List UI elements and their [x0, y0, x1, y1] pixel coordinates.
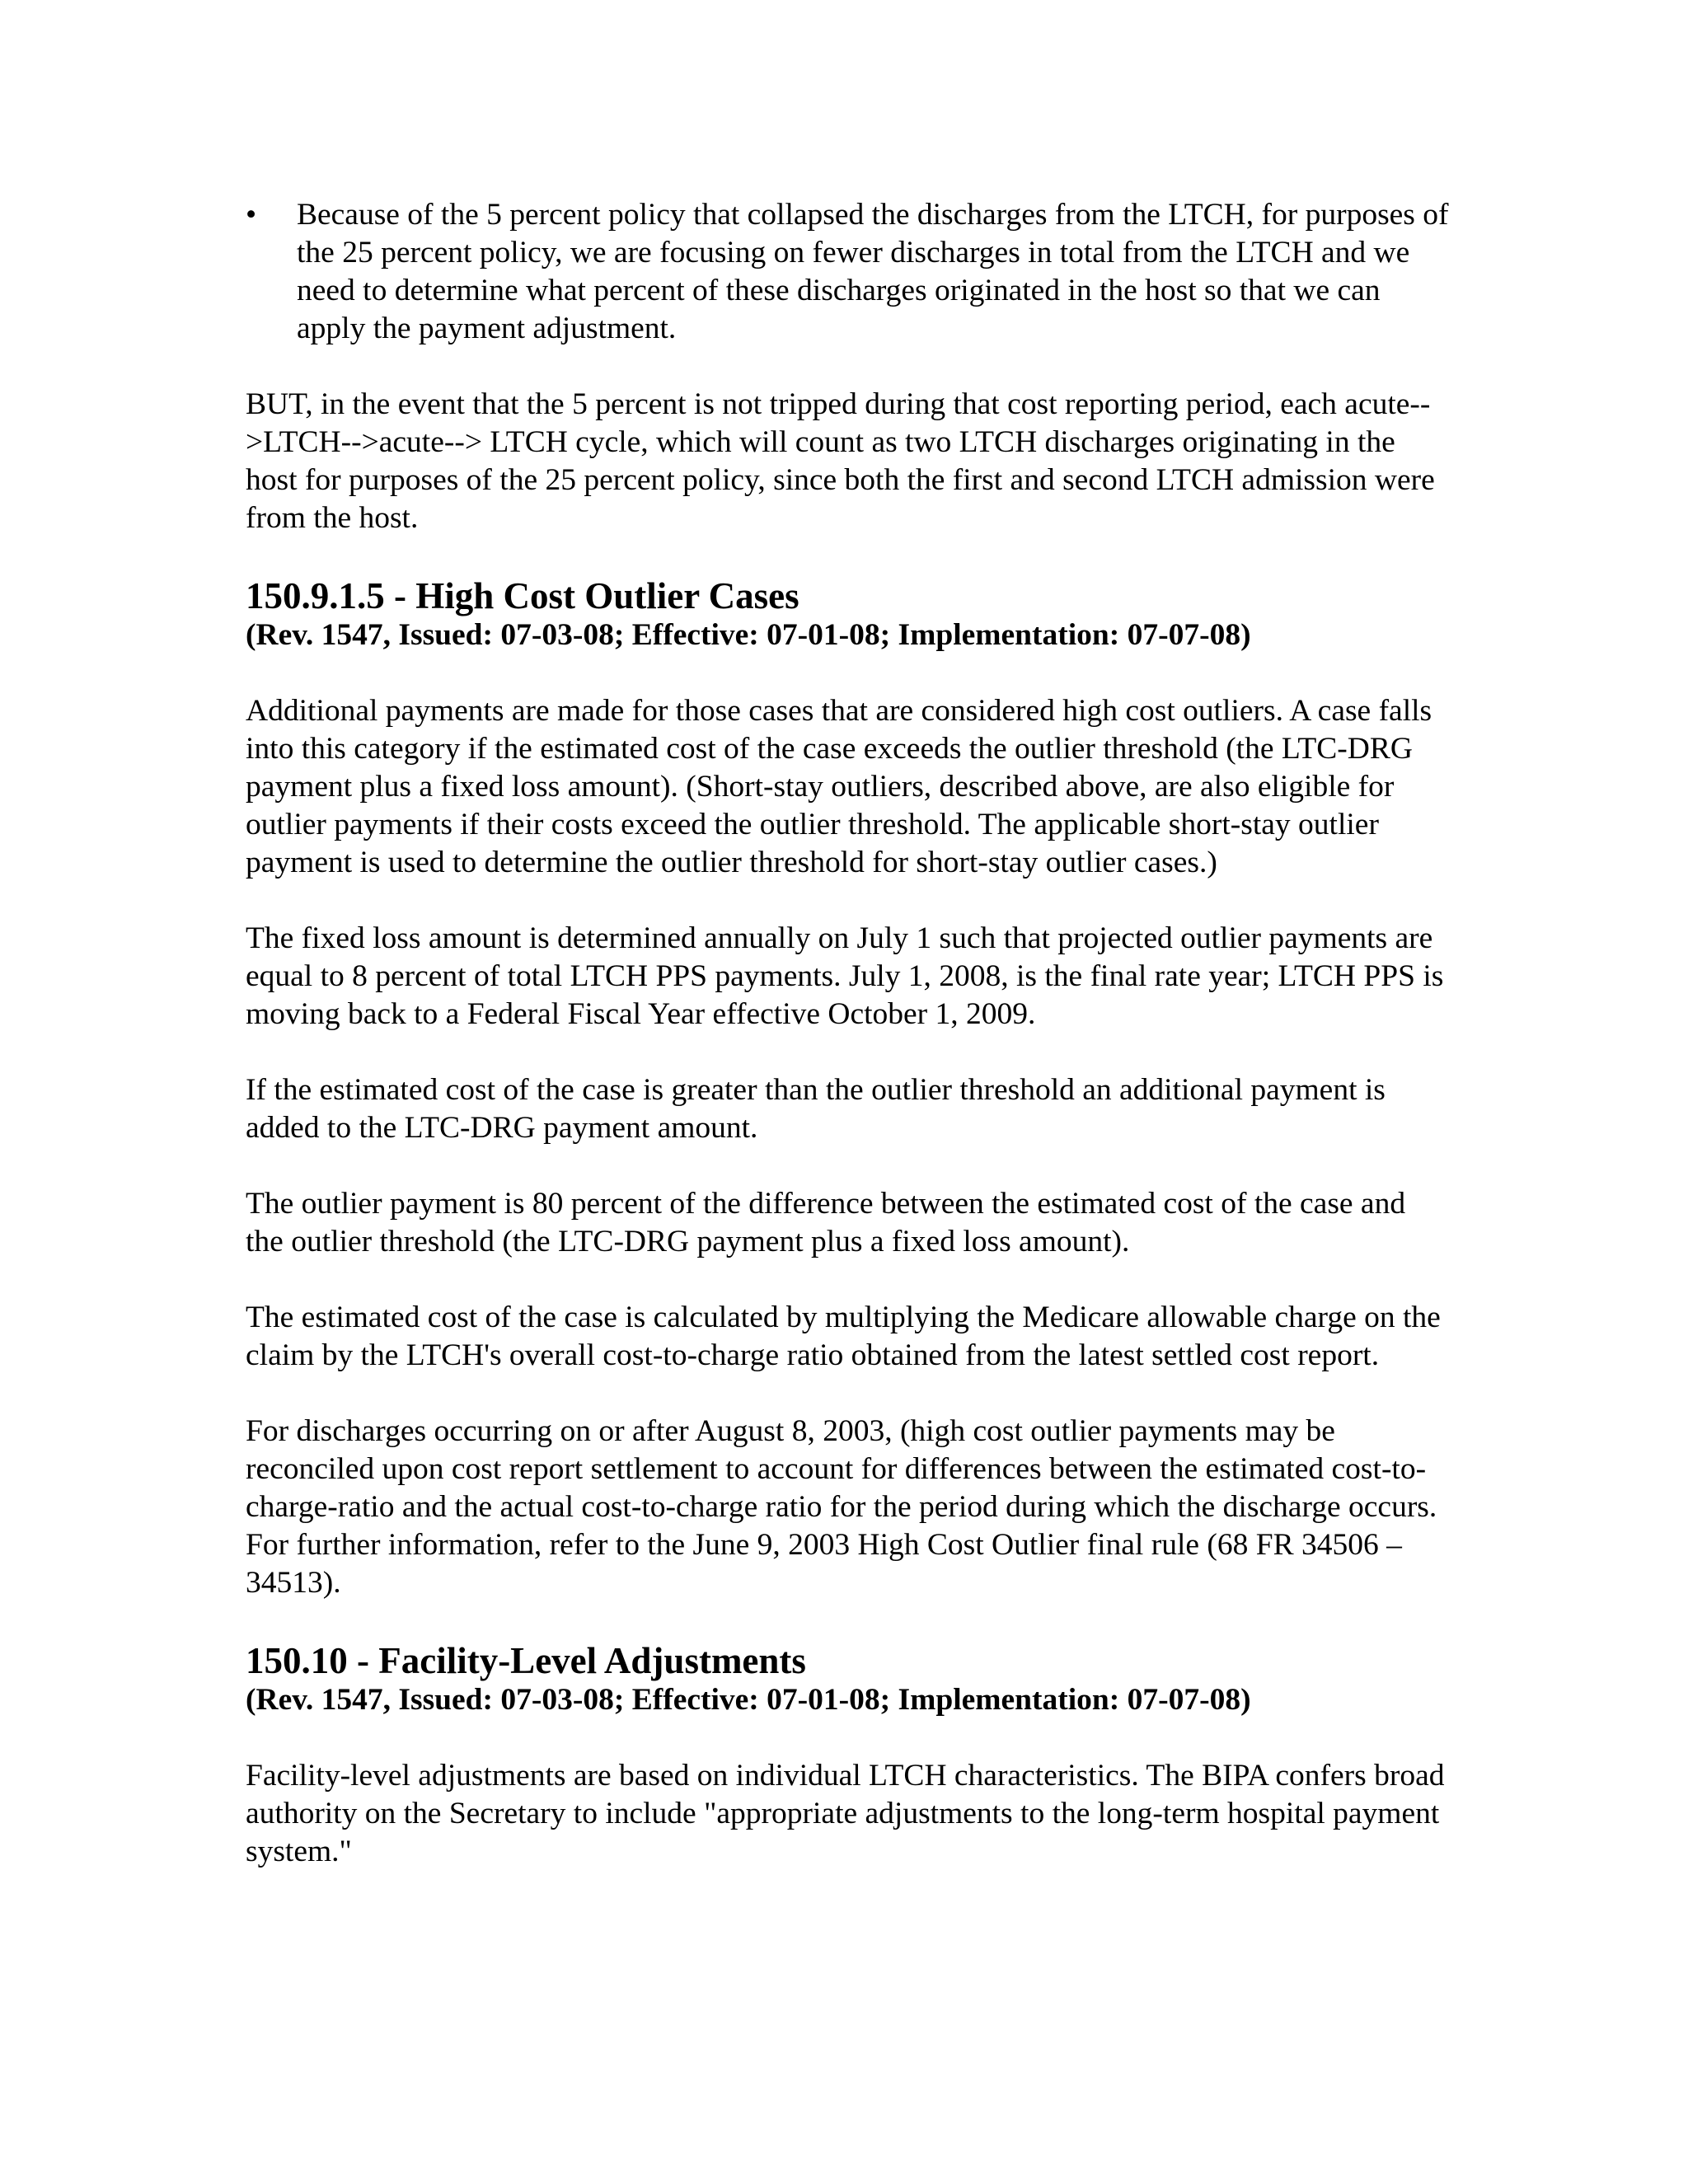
section-revision-info: (Rev. 1547, Issued: 07-03-08; Effective: 07-01-08; Implementation: 07-07-08)	[246, 618, 1251, 652]
body-paragraph: If the estimated cost of the case is greater than the outlier threshold an additional payment is added to the LTC-DRG payment amount.	[246, 1073, 1386, 1145]
body-paragraph: Additional payments are made for those cases that are considered high cost outliers. A case falls into this category if the estimated cost of the case exceeds the outlier threshold (the LTC-DRG payment plus a fixed loss amount). (Short-stay outliers, described above, are also eligible for outlier payments if their costs exceed the outlier threshold. The applicable short-stay outlier payment is used to determine the outlier threshold for short-stay outlier cases.)	[246, 694, 1432, 879]
section-revision-info: (Rev. 1547, Issued: 07-03-08; Effective: 07-01-08; Implementation: 07-07-08)	[246, 1683, 1251, 1717]
intro-paragraph: BUT, in the event that the 5 percent is not tripped during that cost reporting period, each acute-->LTCH-->acute--> LTCH cycle, which will count as two LTCH discharges originating in the host for purposes of the 25 percent policy, since both the first and second LTCH admission were from the host.	[246, 387, 1435, 535]
list-item	[246, 196, 1449, 348]
intro-bullet-list	[246, 196, 1449, 348]
bullet-text: Because of the 5 percent policy that collapsed the discharges from the LTCH, for purposes of the 25 percent policy, we are focusing on fewer discharges in total from the LTCH and we need to determine what percent of these discharges originated in the host so that we can apply the payment adjustment.	[297, 198, 1449, 345]
body-paragraph: For discharges occurring on or after August 8, 2003, (high cost outlier payments may be reconciled upon cost report settlement to account for differences between the estimated cost-to-charge-ratio and the actual cost-to-charge ratio for the period during which the discharge occurs. For further information, refer to the June 9, 2003 High Cost Outlier final rule (68 FR 34506 – 34513).	[246, 1414, 1437, 1600]
body-paragraph: The estimated cost of the case is calculated by multiplying the Medicare allowable charge on the claim by the LTCH's overall cost-to-charge ratio obtained from the latest settled cost report.	[246, 1301, 1441, 1372]
bullet-icon: •	[246, 198, 257, 232]
section-heading-high-cost-outlier: 150.9.1.5 - High Cost Outlier Cases	[246, 575, 799, 616]
body-paragraph: Facility-level adjustments are based on individual LTCH characteristics. The BIPA confers broad authority on the Secretary to include "appropriate adjustments to the long-term hospital payment system."	[246, 1759, 1445, 1868]
body-paragraph: The outlier payment is 80 percent of the difference between the estimated cost of the case and the outlier threshold (the LTC-DRG payment plus a fixed loss amount).	[246, 1187, 1406, 1258]
body-paragraph: The fixed loss amount is determined annually on July 1 such that projected outlier payments are equal to 8 percent of total LTCH PPS payments. July 1, 2008, is the final rate year; LTCH PPS is moving back to a Federal Fiscal Year effective October 1, 2009.	[246, 921, 1444, 1031]
document-page	[246, 196, 1449, 1909]
section-heading-facility-level: 150.10 - Facility-Level Adjustments	[246, 1640, 806, 1681]
